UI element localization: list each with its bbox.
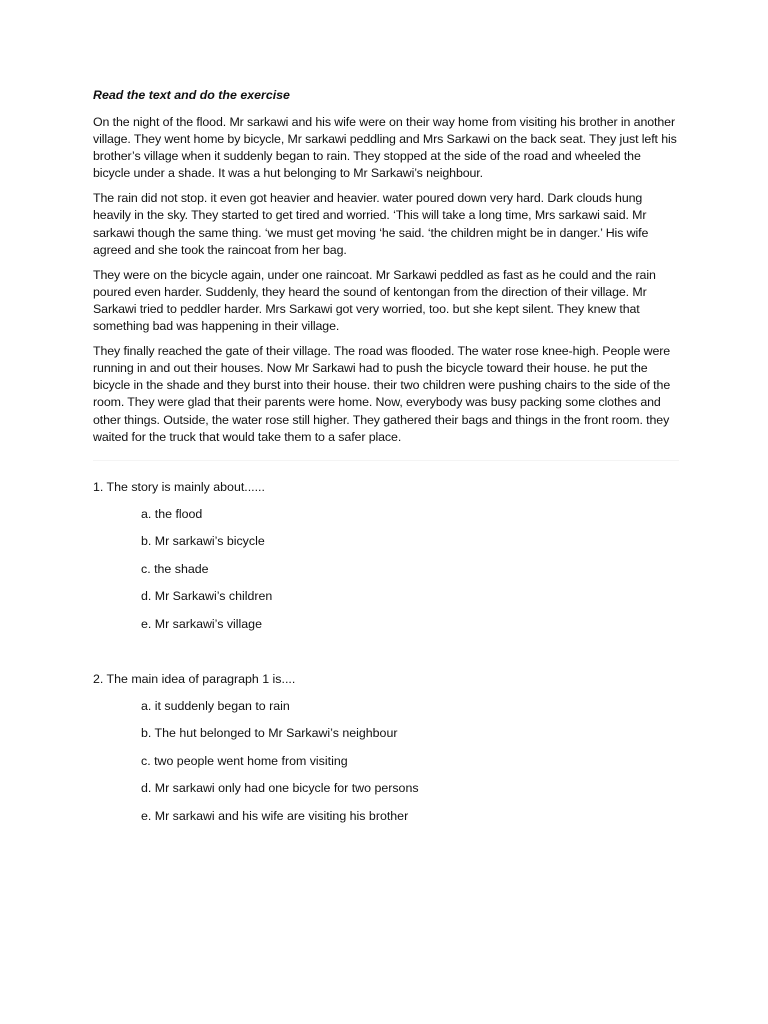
question-1-text: 1. The story is mainly about...... bbox=[93, 479, 265, 494]
question-1-options bbox=[93, 506, 679, 633]
question-1-option-a: a. the flood bbox=[141, 507, 203, 522]
question-2-option-b: b. The hut belonged to Mr Sarkawi’s neighbour bbox=[141, 726, 398, 741]
question-2-options bbox=[93, 698, 679, 825]
question-2-option-a: a. it suddenly began to rain bbox=[141, 699, 290, 714]
passage-paragraph-3: They were on the bicycle again, under one raincoat. Mr Sarkawi peddled as fast as he could and the rain poured even harder. Suddenly, they heard the sound of kentongan from the direction of their village. Mr Sarkawi tried to peddler harder. Mrs Sarkawi got very worried, too. but she kept silent. They knew that something bad was happening in their village. bbox=[93, 267, 656, 334]
question-2-option-e: e. Mr sarkawi and his wife are visiting his brother bbox=[141, 808, 409, 823]
question-2-text: 2. The main idea of paragraph 1 is.... bbox=[93, 671, 296, 686]
question-1-option-d: d. Mr Sarkawi’s children bbox=[141, 589, 273, 604]
question-1-option-c: c. the shade bbox=[141, 561, 209, 576]
passage-paragraph-2: The rain did not stop. it even got heavier and heavier. water poured down very hard. Dark clouds hung heavily in the sky. They started to get tired and worried. ‘This will take a long time, Mrs sarkawi said. Mr sarkawi though the same thing. ‘we must get moving ‘he said. ‘the children might be in danger.’ His wife agreed and she took the raincoat from her bag. bbox=[93, 191, 649, 257]
question-1 bbox=[93, 479, 679, 633]
question-1-option-e: e. Mr sarkawi’s village bbox=[141, 616, 262, 631]
question-2 bbox=[93, 671, 679, 825]
passage-paragraph-1: On the night of the flood. Mr sarkawi and his wife were on their way home from visiting his brother in another village. They went home by bicycle, Mr sarkawi peddling and Mrs Sarkawi on the back seat. They just left his brother’s village when it suddenly began to rain. They stopped at the side of the road and wheeled the bicycle under a shade. It was a hut belonging to Mr Sarkawi’s neighbour. bbox=[93, 115, 677, 181]
instruction-heading: Read the text and do the exercise bbox=[93, 88, 290, 102]
question-2-option-c: c. two people went home from visiting bbox=[141, 753, 348, 768]
reading-passage bbox=[93, 114, 679, 446]
section-divider bbox=[93, 460, 679, 461]
document-page bbox=[93, 87, 679, 825]
question-2-option-d: d. Mr sarkawi only had one bicycle for two persons bbox=[141, 781, 419, 796]
question-1-option-b: b. Mr sarkawi’s bicycle bbox=[141, 534, 265, 549]
passage-paragraph-4: They finally reached the gate of their village. The road was flooded. The water rose knee-high. People were running in and out their houses. Now Mr Sarkawi had to push the bicycle toward their house. he put the bicycle in the shade and they burst into their house. their two children were pushing chairs to the side of the room. They were glad that their parents were home. Now, everybody was busy packing some clothes and other things. Outside, the water rose still higher. They gathered their bags and things in the front room. they waited for the truck that would take them to a safer place. bbox=[93, 344, 671, 444]
